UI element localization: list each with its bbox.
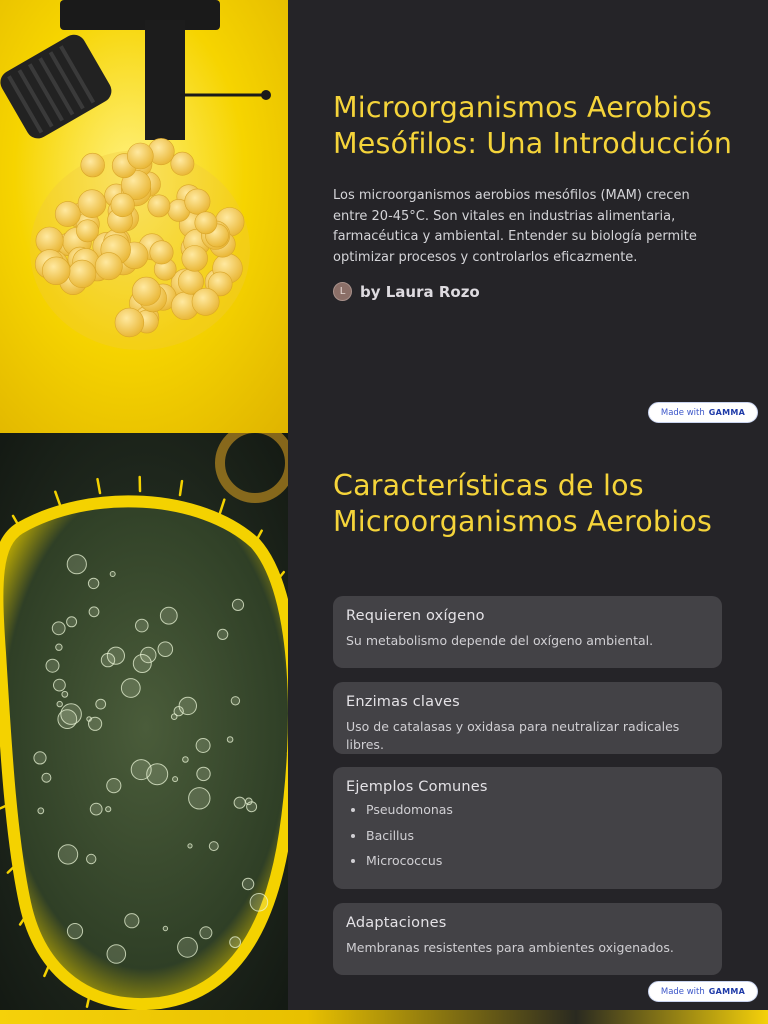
made-with-gamma-badge[interactable] bbox=[648, 402, 758, 423]
list-item: • Pseudomonas bbox=[366, 797, 709, 823]
microorganism-cluster-image bbox=[0, 0, 288, 433]
card-requieren-oxigeno bbox=[333, 596, 722, 668]
made-with-gamma-badge[interactable] bbox=[648, 981, 758, 1002]
card-enzimas-claves bbox=[333, 682, 722, 754]
next-slide-preview bbox=[0, 1010, 768, 1024]
section-title: Características de los Microorganismos Aerobios bbox=[333, 469, 713, 538]
card-adaptaciones bbox=[333, 903, 722, 975]
author-line bbox=[333, 282, 733, 301]
slide-intro bbox=[0, 0, 768, 433]
avatar: L bbox=[333, 282, 352, 301]
card-text: Uso de catalasas y oxidasa para neutralizar radicales libres. bbox=[346, 719, 680, 752]
card-text: Su metabolismo depende del oxígeno ambiental. bbox=[346, 633, 654, 648]
list-item: • Micrococcus bbox=[366, 848, 709, 874]
made-with-label: Made with bbox=[660, 986, 705, 997]
card-ejemplos-comunes bbox=[333, 767, 722, 889]
bacterium-cell-image bbox=[0, 433, 288, 1010]
examples-list bbox=[346, 797, 709, 874]
made-with-label: Made with bbox=[660, 407, 705, 418]
card-text: Membranas resistentes para ambientes oxigenados. bbox=[346, 940, 674, 955]
card-title: Enzimas claves bbox=[346, 694, 460, 710]
author-name[interactable]: by Laura Rozo bbox=[360, 282, 480, 301]
slide-characteristics bbox=[0, 433, 768, 1010]
intro-paragraph: Los microorganismos aerobios mesófilos (MAM) crecen entre 20-45°C. Son vitales en industrias alimentaria, farmacéutica y ambiental. Entender su biología permite optimizar procesos y controlarlos eficazmente. bbox=[333, 188, 697, 265]
card-title: Adaptaciones bbox=[346, 915, 447, 931]
gamma-logo: GAMMA bbox=[708, 987, 746, 996]
page-title: Microorganismos Aerobios Mesófilos: Una Introducción bbox=[333, 91, 733, 160]
gamma-logo: GAMMA bbox=[708, 408, 746, 417]
card-title: Requieren oxígeno bbox=[346, 608, 485, 624]
list-item: • Bacillus bbox=[366, 823, 709, 849]
card-title: Ejemplos Comunes bbox=[346, 779, 488, 795]
